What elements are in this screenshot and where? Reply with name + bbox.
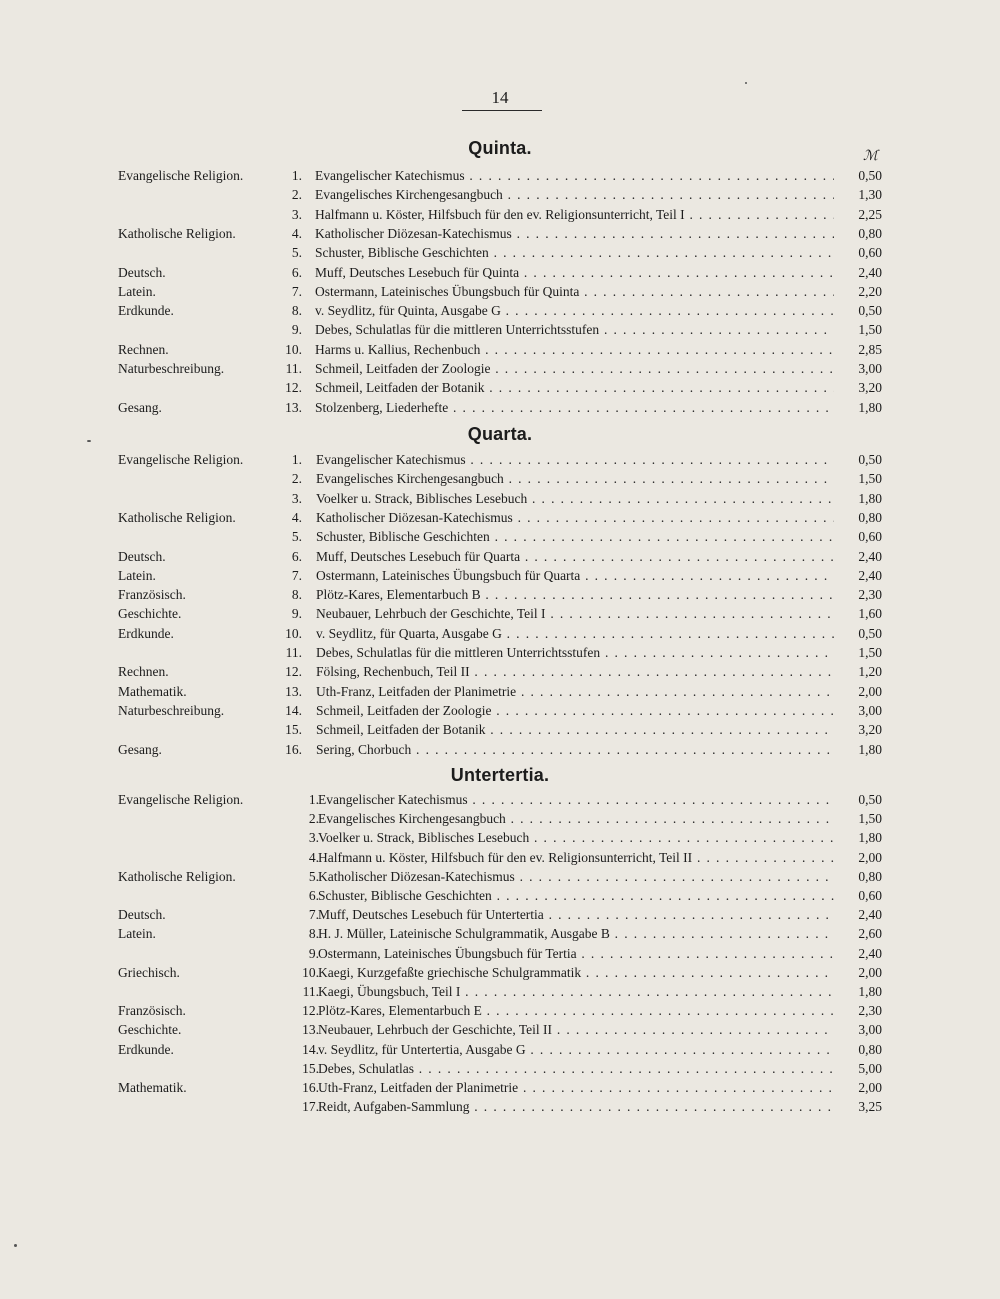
subject-label: Katholische Religion.	[118, 868, 236, 884]
book-title: H. J. Müller, Lateinische Schulgrammatik, Ausgabe B . . .	[318, 924, 834, 943]
book-row	[0, 547, 1000, 566]
book-row	[0, 1059, 1000, 1078]
subject-label: Erdkunde.	[118, 625, 174, 641]
item-number: 10.	[302, 964, 319, 980]
book-title: Muff, Deutsches Lesebuch für Quinta . . .	[315, 263, 834, 282]
item-number: 3.	[291, 490, 302, 506]
book-row	[0, 740, 1000, 759]
item-number: 11.	[302, 984, 319, 999]
item-number: 13.	[302, 1022, 319, 1038]
subject-label: Geschichte.	[118, 1022, 182, 1038]
item-number: 4.	[291, 509, 302, 525]
book-title: Schmeil, Leitfaden der Botanik . . .	[316, 720, 834, 739]
book-title: Schuster, Biblische Geschichten . . .	[315, 243, 834, 262]
book-title: Schmeil, Leitfaden der Zoologie . . .	[315, 359, 834, 378]
section-title: Quarta.	[467, 424, 533, 444]
book-price: 2,40	[858, 264, 882, 280]
book-row	[0, 924, 1000, 943]
book-title: Evangelischer Katechismus . . .	[316, 450, 834, 469]
book-title: Evangelischer Katechismus . . .	[315, 166, 834, 185]
book-price: 2,30	[858, 1003, 882, 1019]
item-number: 13.	[285, 399, 302, 415]
book-row	[0, 1020, 1000, 1039]
book-price: 1,80	[858, 741, 882, 757]
book-row	[0, 848, 1000, 867]
book-price: 2,00	[858, 683, 882, 699]
book-title: Uth-Franz, Leitfaden der Planimetrie . . .	[318, 1078, 834, 1097]
subject-label: Katholische Religion.	[118, 509, 236, 525]
item-number: 5.	[291, 529, 302, 545]
item-number: 10.	[285, 341, 302, 357]
item-number: 15.	[302, 1060, 319, 1076]
book-row	[0, 662, 1000, 681]
book-title: Schmeil, Leitfaden der Zoologie . . .	[316, 701, 834, 720]
book-title: Harms u. Kallius, Rechenbuch . . .	[315, 340, 834, 359]
book-price: 1,80	[858, 830, 882, 846]
book-title: Neubauer, Lehrbuch der Geschichte, Teil I . . .	[316, 604, 834, 623]
item-number: 7.	[291, 283, 302, 299]
book-row	[0, 205, 1000, 224]
book-row	[0, 790, 1000, 809]
book-price: 2,20	[858, 283, 882, 299]
book-row	[0, 701, 1000, 720]
subject-label: Französisch.	[118, 587, 186, 603]
subject-label: Erdkunde.	[118, 303, 174, 319]
book-title: Uth-Franz, Leitfaden der Planimetrie . . .	[316, 682, 834, 701]
book-title: Evangelisches Kirchengesangbuch . . .	[315, 185, 834, 204]
book-row	[0, 508, 1000, 527]
book-row	[0, 1097, 1000, 1116]
item-number: 10.	[285, 625, 302, 641]
book-price: 5,00	[858, 1060, 882, 1076]
subject-label: Evangelische Religion.	[118, 168, 244, 183]
book-price: 1,20	[858, 664, 882, 680]
book-title: Schuster, Biblische Geschichten . . .	[318, 886, 834, 905]
book-row	[0, 301, 1000, 320]
item-number: 16.	[285, 741, 302, 757]
item-number: 13.	[285, 683, 302, 699]
book-title: Voelker u. Strack, Biblisches Lesebuch . . .	[316, 489, 834, 508]
book-row	[0, 604, 1000, 623]
item-number: 16.	[302, 1080, 319, 1095]
currency-symbol: ℳ	[863, 149, 878, 164]
subject-label: Evangelische Religion.	[118, 792, 244, 807]
book-title: Stolzenberg, Liederhefte . . .	[315, 398, 834, 417]
subject-label: Naturbeschreibung.	[118, 702, 225, 718]
scan-speck	[87, 440, 91, 442]
book-title: Schmeil, Leitfaden der Botanik . . .	[315, 378, 834, 397]
book-title: Ostermann, Lateinisches Übungsbuch für Quarta . . .	[316, 566, 834, 585]
book-row	[0, 224, 1000, 243]
book-row	[0, 489, 1000, 508]
subject-label: Französisch.	[118, 1003, 186, 1019]
book-row	[0, 982, 1000, 1001]
book-price: 0,80	[858, 868, 882, 884]
item-number: 9.	[308, 945, 319, 961]
item-number: 8.	[308, 926, 319, 942]
book-title: Plötz-Kares, Elementarbuch E . . .	[318, 1001, 834, 1020]
subject-label: Rechnen.	[118, 341, 169, 357]
book-price: 0,50	[858, 168, 882, 183]
book-price: 1,50	[858, 471, 882, 487]
item-number: 5.	[308, 868, 319, 884]
item-number: 1.	[291, 168, 302, 183]
item-number: 17.	[302, 1099, 319, 1115]
book-price: 0,60	[858, 245, 882, 261]
book-price: 3,00	[858, 702, 882, 718]
book-price: 0,50	[858, 625, 882, 641]
subject-label: Latein.	[118, 283, 156, 299]
book-title: Muff, Deutsches Lesebuch für Quarta . . .	[316, 547, 834, 566]
item-number: 2.	[291, 471, 302, 487]
book-row	[0, 905, 1000, 924]
book-row	[0, 1001, 1000, 1020]
item-number: 1.	[308, 792, 319, 807]
item-number: 5.	[291, 245, 302, 261]
book-title: Evangelisches Kirchengesangbuch . . .	[318, 809, 834, 828]
book-title: Ostermann, Lateinisches Übungsbuch für Tertia . . .	[318, 944, 834, 963]
subject-label: Rechnen.	[118, 664, 169, 680]
item-number: 3.	[308, 830, 319, 846]
book-row	[0, 963, 1000, 982]
book-title: Kaegi, Übungsbuch, Teil I . . .	[318, 982, 834, 1001]
book-title: v. Seydlitz, für Untertertia, Ausgabe G . . .	[318, 1040, 834, 1059]
book-title: Evangelischer Katechismus . . .	[318, 790, 834, 809]
book-title: Kaegi, Kurzgefaßte griechische Schulgrammatik . . .	[318, 963, 834, 982]
book-title: Evangelisches Kirchengesangbuch . . .	[316, 469, 834, 488]
book-price: 2,40	[858, 548, 882, 564]
book-row	[0, 585, 1000, 604]
book-title: Fölsing, Rechenbuch, Teil II . . .	[316, 662, 834, 681]
book-title: Sering, Chorbuch . . .	[316, 740, 834, 759]
subject-label: Mathematik.	[118, 1080, 187, 1095]
book-row	[0, 263, 1000, 282]
item-number: 4.	[291, 225, 302, 241]
book-price: 2,00	[858, 1080, 882, 1095]
subject-label: Geschichte.	[118, 606, 182, 622]
book-title: Neubauer, Lehrbuch der Geschichte, Teil II . . .	[318, 1020, 834, 1039]
book-row	[0, 944, 1000, 963]
book-row	[0, 282, 1000, 301]
book-row	[0, 398, 1000, 417]
book-title: Katholischer Diözesan-Katechismus . . .	[315, 224, 834, 243]
book-price: 2,40	[858, 945, 882, 961]
book-title: Ostermann, Lateinisches Übungsbuch für Quinta . . .	[315, 282, 834, 301]
subject-label: Deutsch.	[118, 264, 166, 280]
book-price: 3,00	[858, 1022, 882, 1038]
book-title: Halfmann u. Köster, Hilfsbuch für den ev. Religionsunterricht, Teil I . . .	[315, 205, 834, 224]
subject-label: Deutsch.	[118, 907, 166, 923]
item-number: 6.	[291, 548, 302, 564]
book-row	[0, 469, 1000, 488]
book-row	[0, 624, 1000, 643]
book-row	[0, 450, 1000, 469]
subject-label: Mathematik.	[118, 683, 187, 699]
book-title: Voelker u. Strack, Biblisches Lesebuch . . .	[318, 828, 834, 847]
book-row	[0, 1078, 1000, 1097]
book-title: Katholischer Diözesan-Katechismus . . .	[316, 508, 834, 527]
book-price: 0,60	[858, 529, 882, 545]
book-title: Reidt, Aufgaben-Sammlung . . .	[318, 1097, 834, 1116]
book-row	[0, 886, 1000, 905]
item-number: 7.	[291, 567, 302, 583]
book-price: 1,50	[858, 811, 882, 827]
book-row	[0, 185, 1000, 204]
section-title: Untertertia.	[450, 765, 550, 785]
book-price: 1,30	[858, 187, 882, 203]
subject-label: Deutsch.	[118, 548, 166, 564]
book-row	[0, 828, 1000, 847]
book-price: 2,40	[858, 907, 882, 923]
book-price: 2,60	[858, 926, 882, 942]
book-price: 3,25	[858, 1099, 882, 1115]
book-title: Debes, Schulatlas . . .	[318, 1059, 834, 1078]
book-title: Katholischer Diözesan-Katechismus . . .	[318, 867, 834, 886]
book-price: 2,85	[858, 341, 882, 357]
book-row	[0, 682, 1000, 701]
item-number: 2.	[291, 187, 302, 203]
book-row	[0, 166, 1000, 185]
book-row	[0, 320, 1000, 339]
subject-label: Katholische Religion.	[118, 225, 236, 241]
item-number: 12.	[285, 380, 302, 396]
item-number: 12.	[302, 1003, 319, 1019]
item-number: 1.	[291, 452, 302, 467]
book-price: 2,40	[858, 567, 882, 583]
section-title: Quinta.	[468, 138, 532, 158]
book-title: Debes, Schulatlas für die mittleren Unterrichtsstufen . . .	[315, 320, 834, 339]
subject-label: Gesang.	[118, 741, 162, 757]
page-number-rule	[462, 110, 542, 111]
book-row	[0, 378, 1000, 397]
page-number: 14	[491, 88, 509, 107]
book-row	[0, 867, 1000, 886]
item-number: 6.	[308, 888, 319, 903]
scan-speck	[745, 82, 747, 84]
book-row	[0, 1040, 1000, 1059]
item-number: 6.	[291, 264, 302, 280]
book-title: v. Seydlitz, für Quarta, Ausgabe G . . .	[316, 624, 834, 643]
book-price: 0,80	[858, 225, 882, 241]
item-number: 8.	[291, 303, 302, 319]
item-number: 2.	[308, 811, 319, 827]
book-price: 2,00	[858, 964, 882, 980]
item-number: 14.	[285, 702, 302, 718]
book-title: Schuster, Biblische Geschichten . . .	[316, 527, 834, 546]
book-title: Plötz-Kares, Elementarbuch B . . .	[316, 585, 834, 604]
book-row	[0, 527, 1000, 546]
book-price: 1,80	[858, 490, 882, 506]
item-number: 7.	[308, 907, 319, 923]
book-price: 2,00	[858, 849, 882, 865]
book-title: Debes, Schulatlas für die mittleren Unterrichtsstufen . . .	[316, 643, 834, 662]
book-price: 1,80	[858, 984, 882, 999]
item-number: 12.	[285, 664, 302, 680]
book-title: Muff, Deutsches Lesebuch für Untertertia . . .	[318, 905, 834, 924]
book-row	[0, 643, 1000, 662]
book-row	[0, 720, 1000, 739]
item-number: 11.	[285, 361, 302, 376]
book-row	[0, 359, 1000, 378]
subject-label: Latein.	[118, 567, 156, 583]
book-price: 0,80	[858, 509, 882, 525]
subject-label: Erdkunde.	[118, 1041, 174, 1057]
item-number: 9.	[291, 606, 302, 622]
book-price: 2,30	[858, 587, 882, 603]
book-price: 0,50	[858, 452, 882, 467]
item-number: 8.	[291, 587, 302, 603]
book-price: 0,60	[858, 888, 882, 903]
book-price: 0,80	[858, 1041, 882, 1057]
item-number: 3.	[291, 206, 302, 222]
book-price: 0,50	[858, 303, 882, 319]
book-price: 1,60	[858, 606, 882, 622]
item-number: 4.	[308, 849, 319, 865]
book-title: v. Seydlitz, für Quinta, Ausgabe G . . .	[315, 301, 834, 320]
book-price: 1,80	[858, 399, 882, 415]
item-number: 14.	[302, 1041, 319, 1057]
book-price: 0,50	[858, 792, 882, 807]
item-number: 11.	[285, 645, 302, 660]
book-price: 3,00	[858, 361, 882, 376]
book-price: 3,20	[858, 380, 882, 396]
book-row	[0, 340, 1000, 359]
subject-label: Naturbeschreibung.	[118, 361, 225, 376]
item-number: 9.	[291, 322, 302, 338]
book-price: 2,25	[858, 206, 882, 222]
book-row	[0, 566, 1000, 585]
book-price: 3,20	[858, 722, 882, 738]
book-title: Halfmann u. Köster, Hilfsbuch für den ev. Religionsunterricht, Teil II . . .	[318, 848, 834, 867]
subject-label: Griechisch.	[118, 964, 180, 980]
scan-speck	[14, 1244, 17, 1247]
subject-label: Gesang.	[118, 399, 162, 415]
book-price: 1,50	[858, 645, 882, 660]
book-price: 1,50	[858, 322, 882, 338]
subject-label: Latein.	[118, 926, 156, 942]
subject-label: Evangelische Religion.	[118, 452, 244, 467]
book-row	[0, 243, 1000, 262]
item-number: 15.	[285, 722, 302, 738]
book-row	[0, 809, 1000, 828]
